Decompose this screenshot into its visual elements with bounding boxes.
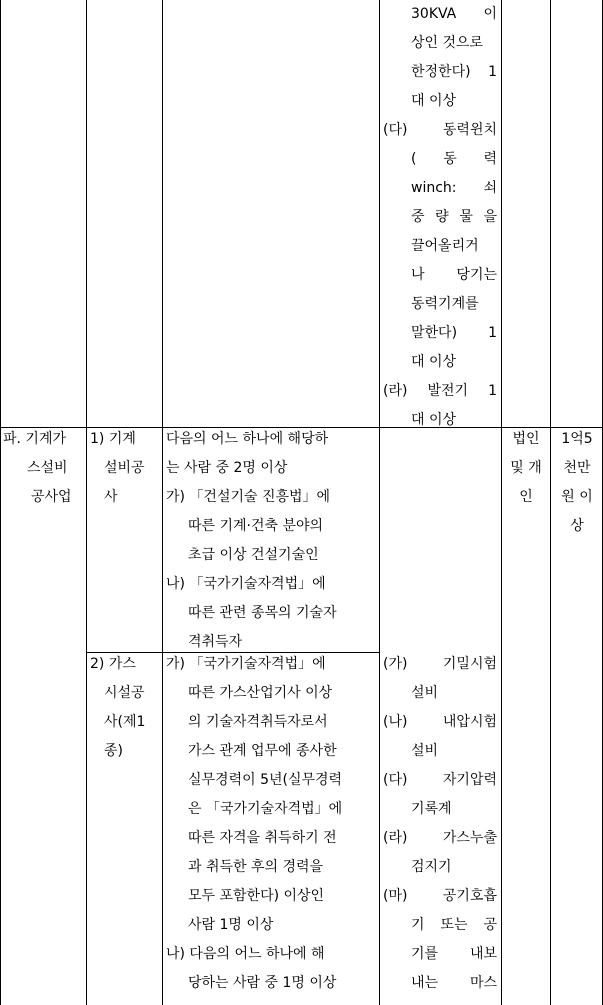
text-line (383, 708, 497, 737)
word: 동 (443, 151, 457, 167)
column-divider (501, 0, 502, 1005)
text-line (383, 116, 497, 145)
business-type-cell (3, 425, 84, 512)
word: 기밀시험 (442, 656, 497, 672)
text-line: 따른 기계·건축 분야의 (188, 518, 324, 534)
word: 을 (483, 209, 497, 225)
word: 한정한다) (411, 64, 471, 80)
text-line: 가) 「국가기술자격법」에 (166, 656, 326, 672)
text-line (383, 650, 497, 679)
text-line: 동력기계를 (411, 296, 479, 312)
word: 30KVA (411, 6, 457, 22)
text-line: 과 취득한 후의 경력을 (188, 859, 324, 875)
text-line: 끌어올리거 (411, 238, 479, 254)
text-line: 대 이상 (411, 412, 457, 428)
business-type-line: 공사업 (31, 489, 72, 505)
text-line: 가스 관계 업무에 종사한 (188, 743, 337, 759)
text-line (383, 882, 497, 911)
text-line: 따른 가스산업기사 이상 (188, 685, 333, 701)
subject-cell (504, 425, 548, 512)
text-line (383, 940, 497, 969)
word: (마) (383, 888, 408, 904)
subtype-line (90, 650, 158, 679)
subject-line: 및 개 (510, 460, 542, 476)
text-line: 당하는 사람 중 1명 이상 (188, 975, 337, 991)
word: (라) (383, 383, 408, 399)
word: 1 (488, 325, 497, 341)
word: (가) (383, 656, 408, 672)
text-line (383, 766, 497, 795)
text-line: 대 이상 (411, 93, 457, 109)
column-divider (550, 0, 551, 1005)
subtype-text: 2) 가스 (90, 656, 136, 672)
text-line: 상인 것으로 (411, 35, 484, 51)
word: 1 (488, 64, 497, 80)
word: 기를 (411, 946, 439, 962)
word: ( (411, 151, 417, 167)
text-line: 기록계 (411, 801, 452, 817)
word: 공기호흡 (442, 888, 497, 904)
subject-line: 법인 (512, 431, 540, 447)
word: 내보 (469, 946, 497, 962)
word: 나 (411, 267, 425, 283)
text-line (383, 377, 497, 406)
text-line: 사람 1명 이상 (188, 917, 274, 933)
word: 내는 (411, 975, 439, 991)
text-line: 따른 관련 종목의 기술자 (188, 605, 337, 621)
column-divider (162, 0, 163, 1005)
word: 쇠 (483, 180, 497, 196)
equipment-cell-2 (383, 650, 497, 998)
business-type-line: 스설비 (27, 460, 68, 476)
text-line (383, 58, 497, 87)
subtype-line: 설비공 (104, 460, 145, 476)
text-line: 나) 다음의 어느 하나에 해 (166, 946, 325, 962)
word: 자기압력 (442, 772, 497, 788)
text-line: 격취득자 (188, 634, 243, 650)
text-line (383, 261, 497, 290)
capital-cell (555, 425, 599, 541)
text-line: 대 이상 (411, 354, 457, 370)
word: 1 (488, 383, 497, 399)
column-divider (379, 0, 380, 1005)
word: winch: (411, 180, 457, 196)
text-line (383, 911, 497, 940)
subtype-line (90, 425, 158, 454)
word: 가스누출 (442, 830, 497, 846)
word: (라) (383, 830, 408, 846)
text-line: 가) 「건설기술 진흥법」에 (166, 489, 331, 505)
subtype-line: 사(제1 (104, 714, 146, 730)
subtype-text: 1) 기계 (90, 431, 136, 447)
word: 또는 (440, 917, 468, 933)
text-line: 모두 포함한다) 이상인 (188, 888, 325, 904)
subject-line: 인 (519, 489, 533, 505)
text-line: 따른 자격을 취득하기 전 (188, 830, 337, 846)
text-line (383, 174, 497, 203)
text-line (383, 145, 497, 174)
text-line: 는 사람 중 2명 이상 (166, 460, 288, 476)
text-line (383, 319, 497, 348)
word: 량 (435, 209, 449, 225)
subtype-cell-2 (90, 650, 158, 766)
subtype-line: 시설공 (104, 685, 145, 701)
word: (다) (383, 772, 408, 788)
text-line: 초급 이상 건설기술인 (188, 547, 319, 563)
word: (다) (383, 122, 408, 138)
technician-cell-1 (166, 425, 376, 657)
text-line: 설비 (411, 685, 439, 701)
word: 말한다) (411, 325, 458, 341)
word: 물 (459, 209, 473, 225)
word: 당기는 (456, 267, 497, 283)
text-line (383, 824, 497, 853)
text-line: 의 기술자격취득자로서 (188, 714, 328, 730)
word: 기 (411, 917, 425, 933)
capital-line: 천만 (563, 460, 591, 476)
capital-line: 상 (570, 518, 584, 534)
capital-line: 1억5 (561, 431, 593, 447)
text-line (383, 0, 497, 29)
word: 내압시험 (442, 714, 497, 730)
word: 중 (411, 209, 425, 225)
word: 동력윈치 (442, 122, 497, 138)
business-type-line: 파. 기계가 (3, 431, 66, 447)
text-line: 실무경력이 5년(실무경력 (188, 772, 343, 788)
word: 공 (483, 917, 497, 933)
capital-line: 원 이 (561, 489, 593, 505)
column-divider (86, 0, 87, 1005)
text-line: 은 「국가기술자격법」에 (188, 801, 343, 817)
word: 력 (483, 151, 497, 167)
subtype-line: 종) (104, 743, 123, 759)
word: 이 (483, 6, 497, 22)
equipment-cell-top (383, 0, 497, 435)
word: 마스 (469, 975, 497, 991)
table-border-left (0, 0, 1, 1005)
text-line: 나) 「국가기술자격법」에 (166, 576, 326, 592)
text-line: 다음의 어느 하나에 해당하 (166, 431, 329, 447)
subtype-cell-1 (90, 425, 158, 512)
text-line: 설비 (411, 743, 439, 759)
word: 발전기 (427, 383, 469, 399)
text-line (383, 203, 497, 232)
technician-cell-2 (166, 650, 376, 998)
text-line: 검지기 (411, 859, 452, 875)
subtype-line: 사 (104, 489, 118, 505)
word: (나) (383, 714, 408, 730)
text-line (383, 969, 497, 998)
